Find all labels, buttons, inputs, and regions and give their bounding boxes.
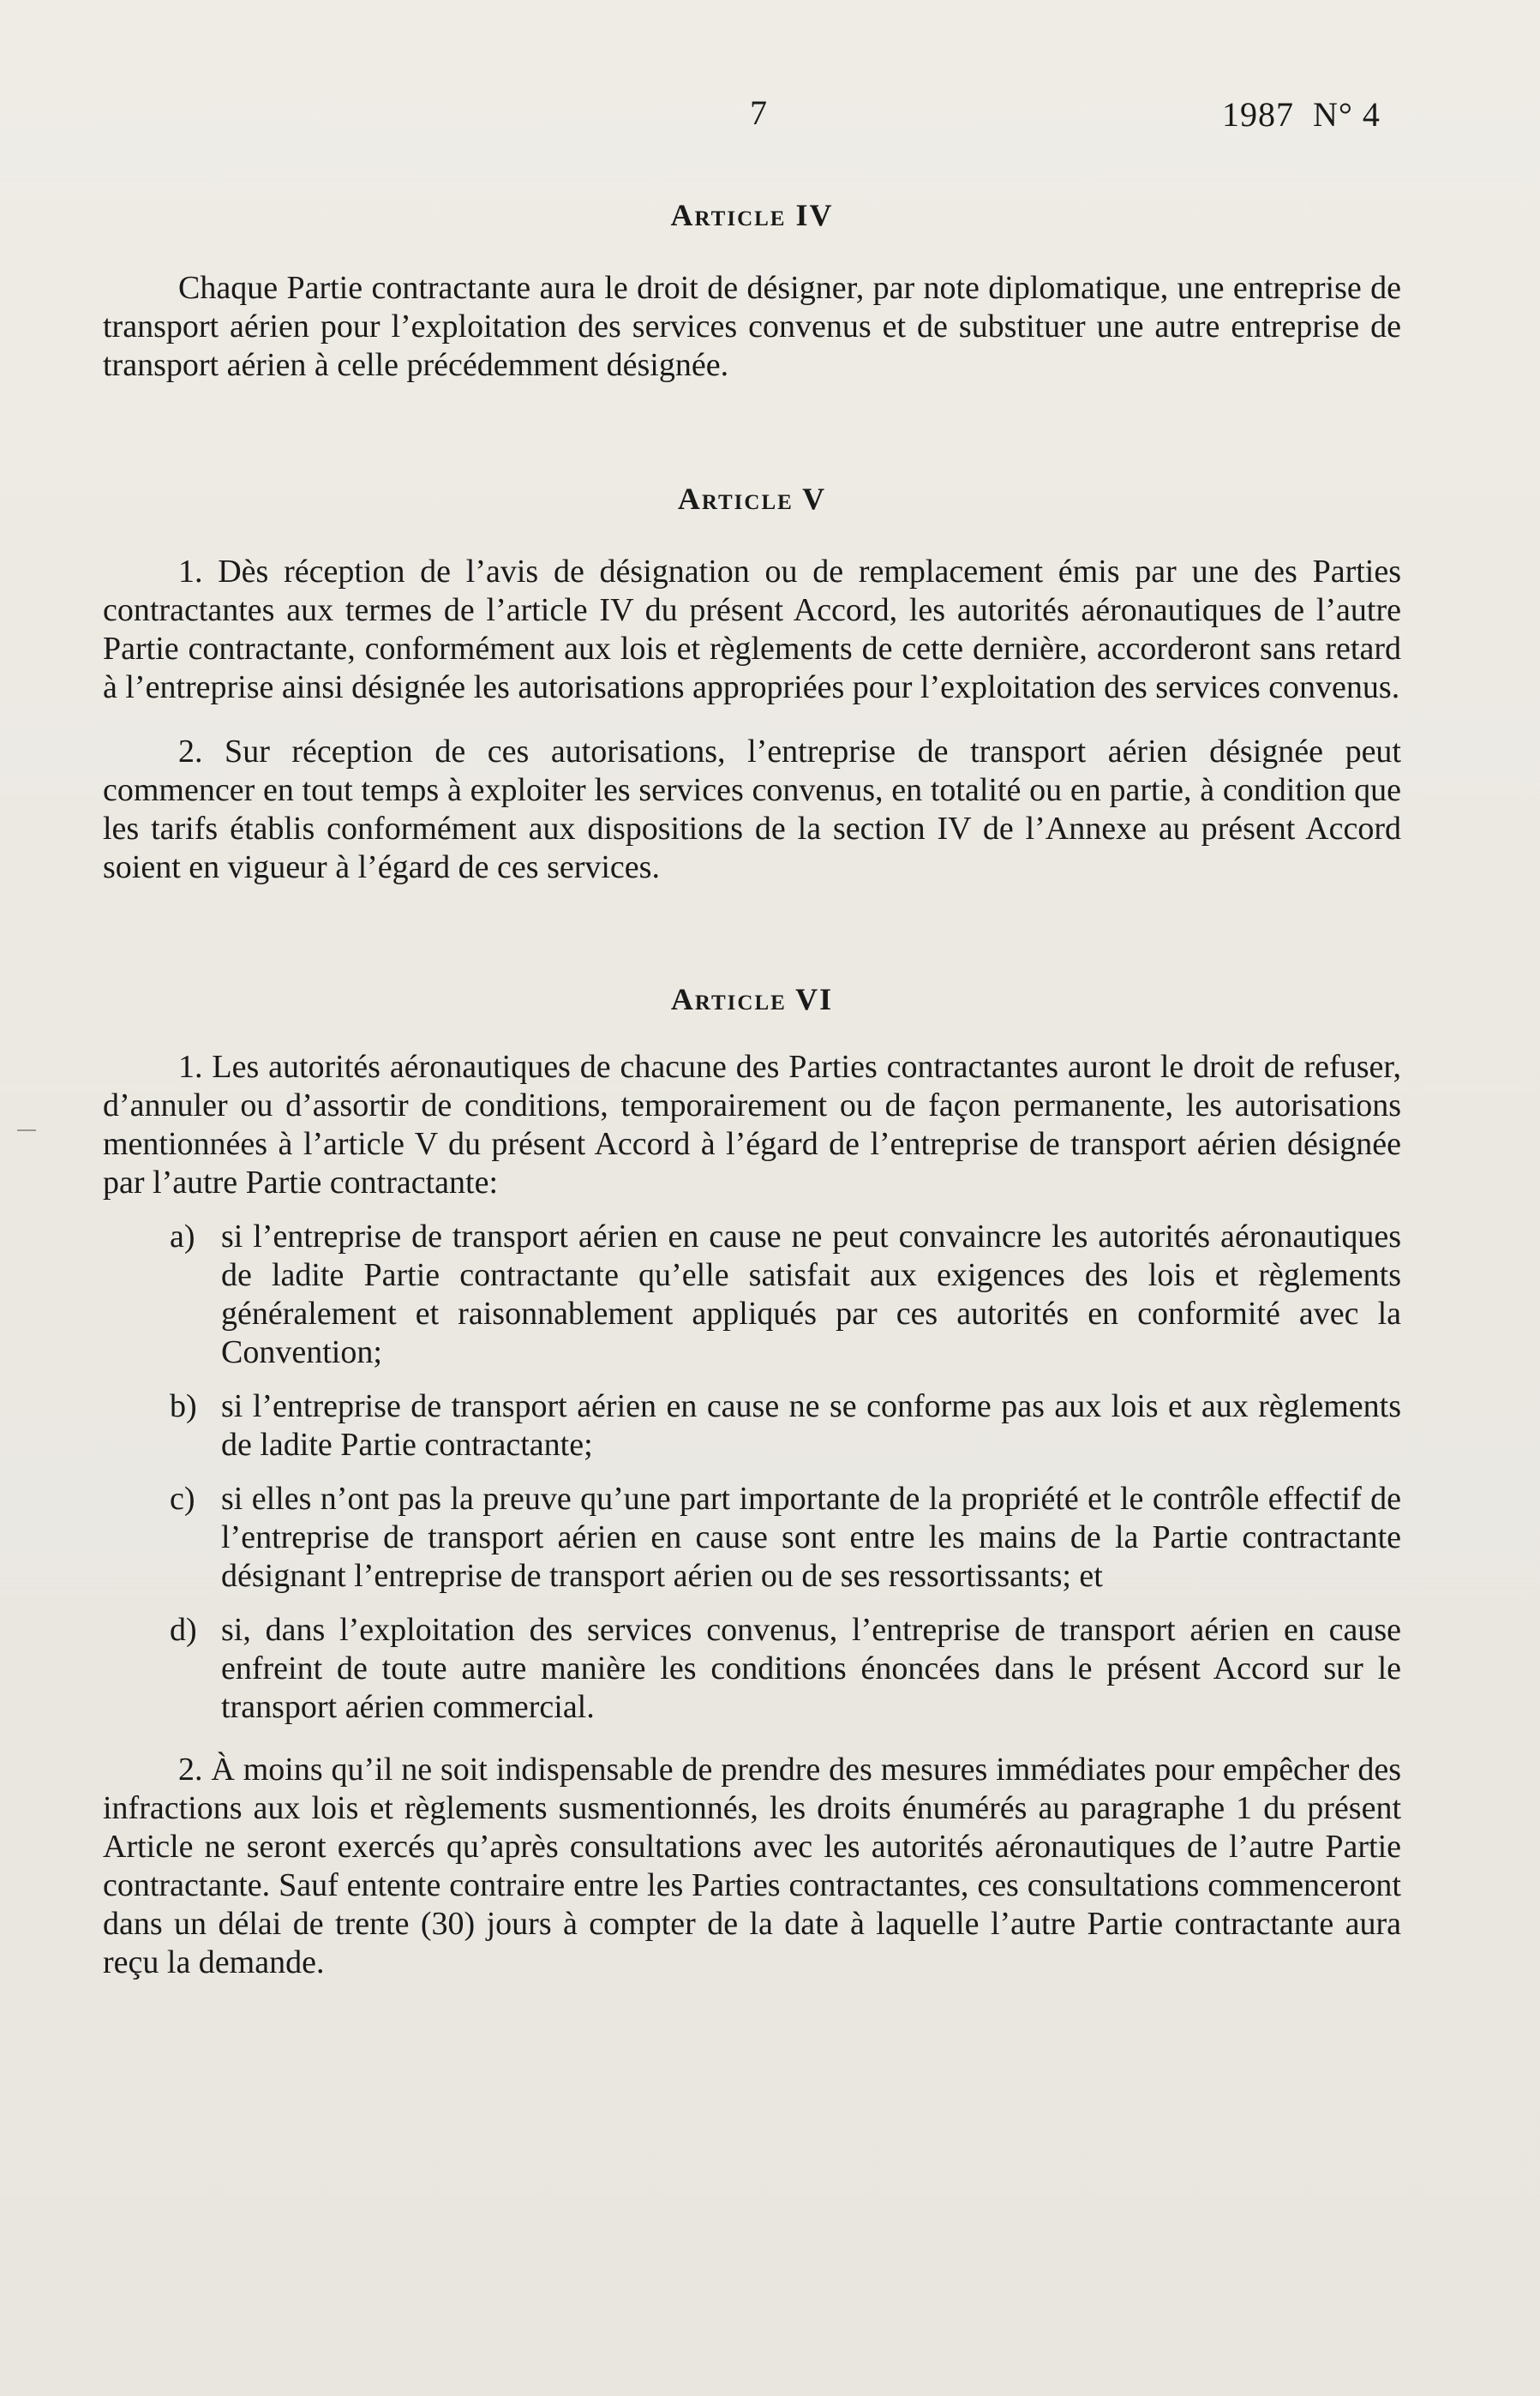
page-number: 7	[750, 93, 767, 132]
year-issue-label: 1987 N° 4	[1222, 95, 1381, 134]
article-heading-vi: Article VI	[670, 982, 834, 1016]
list-marker: c)	[170, 1481, 195, 1517]
list-item-text: si l’entreprise de transport aérien en cause ne se conforme pas aux lois et aux règlements de ladite Partie contractante;	[221, 1388, 1401, 1463]
article-iv-paragraph: Chaque Partie contractante aura le droit de désigner, par note diplomatique, une entreprise de transport aérien pour l’exploitation des services convenus et de substituer une autre entreprise de transport aérien à celle précédemment désignée.	[103, 270, 1401, 383]
margin-mark	[17, 1129, 36, 1131]
list-item-b	[170, 1387, 1401, 1465]
list-item-c	[170, 1480, 1401, 1596]
article-vi-paragraph-2: 2. À moins qu’il ne soit indispensable de prendre des mesures immédiates pour empêcher des infractions aux lois et règlements susmentionnés, les droits énumérés au paragraphe 1 du présent Article ne seront exercés qu’après consultations avec les autorités aéronautiques de l’autre Partie contractante. Sauf entente contraire entre les Parties contractantes, ces consultations commenceront dans un délai de trente (30) jours à compter de la date à laquelle l’autre Partie contractante aura reçu la demande.	[103, 1752, 1401, 1980]
article-vi-paragraph-1: 1. Les autorités aéronautiques de chacune des Parties contractantes auront le droit de refuser, d’annuler ou d’assortir de conditions, temporairement ou de façon permanente, les autorisations mentionnées à l’article V du présent Accord à l’égard de l’entreprise de transport aérien désignée par l’autre Partie contractante:	[103, 1049, 1401, 1201]
list-marker: d)	[170, 1612, 197, 1648]
list-item-text: si l’entreprise de transport aérien en cause ne peut convaincre les autorités aéronautiques de ladite Partie contractante qu’elle satisfait aux exigences des lois et règlements généralement et raisonnablement appliqués par ces autorités en conformité avec la Convention;	[221, 1219, 1401, 1370]
list-item-text: si, dans l’exploitation des services convenus, l’entreprise de transport aérien en cause enfreint de toute autre manière les conditions énoncées dans le présent Accord sur le transport aérien commercial.	[221, 1612, 1401, 1725]
article-v-paragraph-2: 2. Sur réception de ces autorisations, l’entreprise de transport aérien désignée peut commencer en tout temps à exploiter les services convenus, en totalité ou en partie, à condition que les tarifs établis conformément aux dispositions de la section IV de l’Annexe au présent Accord soient en vigueur à l’égard de ces services.	[103, 734, 1401, 885]
article-heading-iv: Article IV	[670, 198, 834, 232]
list-item-a	[170, 1218, 1401, 1372]
list-marker: a)	[170, 1219, 195, 1255]
list-marker: b)	[170, 1388, 197, 1424]
list-item-text: si elles n’ont pas la preuve qu’une part importante de la propriété et le contrôle effectif de l’entreprise de transport aérien en cause sont entre les mains de la Partie contractante désignant l’entreprise de transport aérien ou de ses ressortissants; et	[221, 1481, 1401, 1594]
article-v-paragraph-1: 1. Dès réception de l’avis de désignation ou de remplacement émis par une des Parties contractantes aux termes de l’article IV du présent Accord, les autorités aéronautiques de l’autre Partie contractante, conformément aux lois et règlements de cette dernière, accorderont sans retard à l’entreprise ainsi désignée les autorisations appropriées pour l’exploitation des services convenus.	[103, 554, 1401, 705]
document-body	[103, 189, 1401, 1982]
list-item-d	[170, 1611, 1401, 1727]
article-heading-v: Article V	[677, 482, 827, 516]
